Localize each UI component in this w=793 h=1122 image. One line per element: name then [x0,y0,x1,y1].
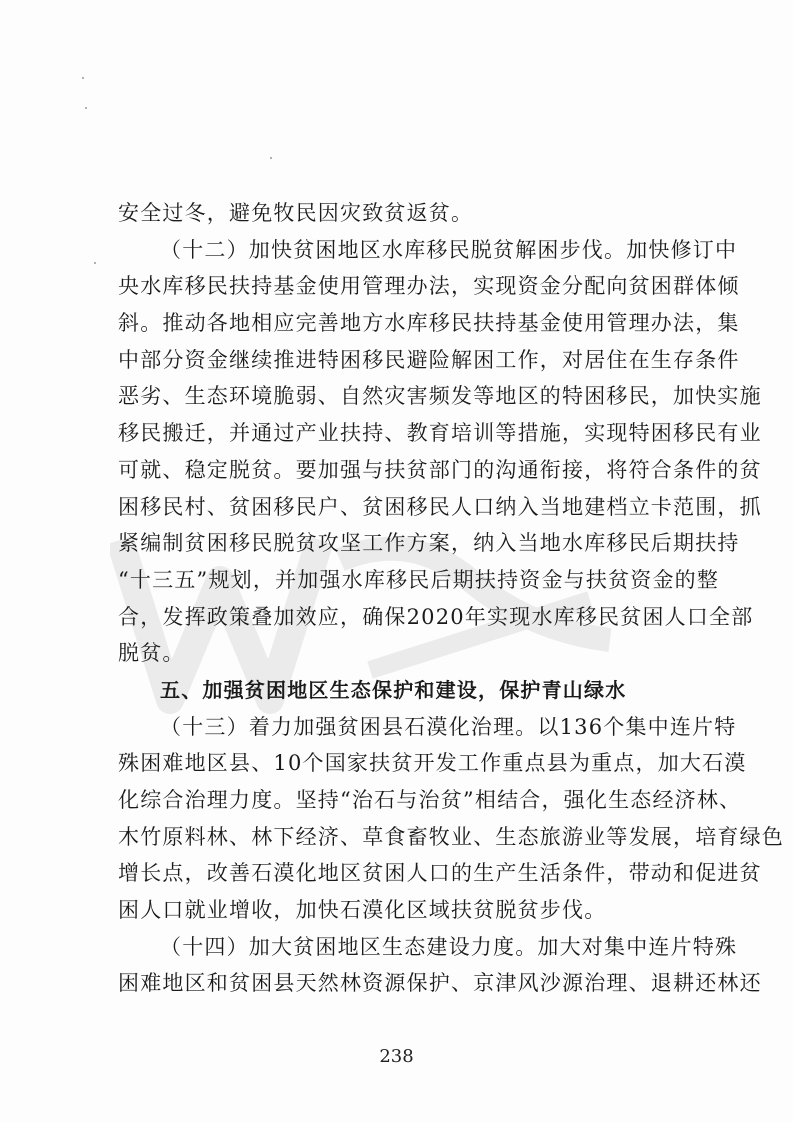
text-line: （十二）加快贫困地区水库移民脱贫解困步伐。加快修订中 [160,237,738,262]
page-number: 238 [379,1046,414,1067]
text-line: 恶劣、生态环境脆弱、自然灾害频发等地区的特困移民，加快实施 [118,384,762,409]
text-line: 紧编制贫困移民脱贫攻坚工作方案，纳入当地水库移民后期扶持 [118,531,740,556]
text-line: 困难地区和贫困县天然林资源保护、京津风沙源治理、退耕还林还 [118,971,762,996]
text-line: 困人口就业增收，加快石漠化区域扶贫脱贫步伐。 [118,898,607,923]
text-line: 合，发挥政策叠加效应，确保2020年实现水库移民贫困人口全部 [118,604,754,629]
text-line: 增长点，改善石漠化地区贫困人口的生产生活条件，带动和促进贫 [118,861,762,886]
scan-speck [82,77,84,79]
text-line: 殊困难地区县、10个国家扶贫开发工作重点县为重点，加大石漠 [118,751,747,776]
text-line: 可就、稳定脱贫。要加强与扶贫部门的沟通衔接，将符合条件的贫 [118,457,762,482]
section-heading: 五、加强贫困地区生态保护和建设，保护青山绿水 [160,677,627,702]
text-line: 安全过冬，避免牧民因灾致贫返贫。 [118,201,474,225]
text-line: 化综合治理力度。坚持“治石与治贫”相结合，强化生态经济林、 [118,788,742,812]
text-line: 斜。推动各地相应完善地方水库移民扶持基金使用管理办法，集 [118,311,740,336]
text-line: 央水库移民扶持基金使用管理办法，实现资金分配向贫困群体倾 [118,274,740,299]
text-line: 移民搬迁，并通过产业扶持、教育培训等措施，实现特困移民有业 [118,421,762,446]
scan-speck [85,107,87,109]
text-line: 脱贫。 [118,641,185,666]
text-line: “十三五”规划，并加强水库移民后期扶持资金与扶贫资金的整 [118,567,720,592]
text-line: （十三）着力加强贫困县石漠化治理。以136个集中连片特 [160,714,737,739]
text-line: 困移民村、贫困移民户、贫困移民人口纳入当地建档立卡范围，抓 [118,494,762,519]
text-line: （十四）加大贫困地区生态建设力度。加大对集中连片特殊 [160,934,738,959]
scan-speck [270,157,272,159]
scan-speck [94,262,96,264]
body-text [118,195,784,1002]
text-line: 木竹原料林、林下经济、草食畜牧业、生态旅游业等发展，培育绿色 [118,824,784,849]
text-line: 中部分资金继续推进特困移民避险解困工作，对居住在生存条件 [118,347,740,372]
